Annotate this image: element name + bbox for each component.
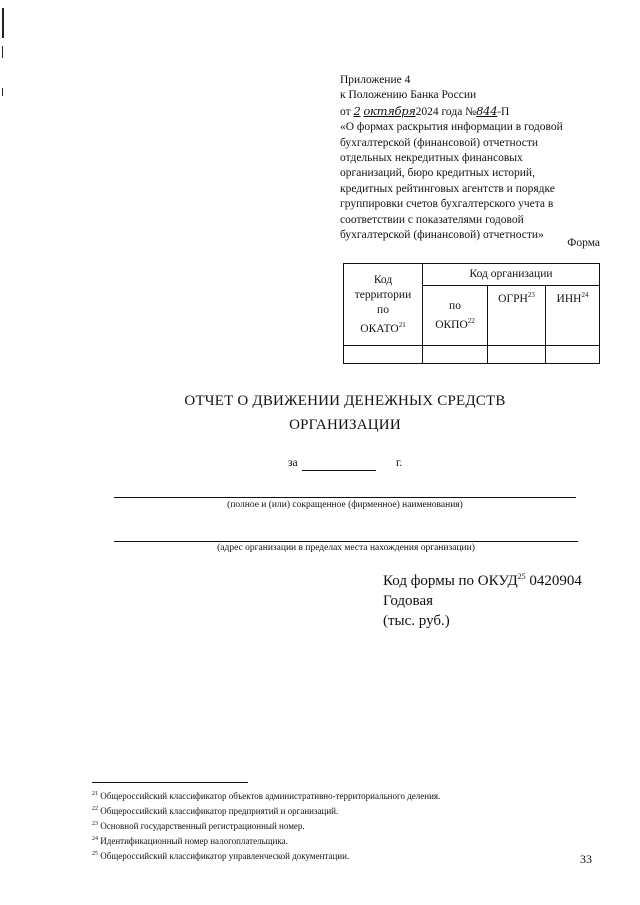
scan-margin-mark [2,88,3,96]
regulation-title-line: отдельных некредитных финансовых [340,152,523,165]
regulation-title-line: соответствии с показателями годовой [340,213,524,226]
appendix-number: Приложение 4 [340,74,411,86]
report-title-line1: ОТЧЕТ О ДВИЖЕНИИ ДЕНЕЖНЫХ СРЕДСТВ [184,393,506,409]
regulation-title-line: организаций, бюро кредитных историй, [340,167,535,180]
footnote-item: $^{21}$ Общероссийский классификатор объектов административно-территориального деления. [92,791,441,801]
inn-value-cell[interactable] [546,346,600,364]
regulation-title-line: бухгалтерской (финансовой) отчетности» [340,229,544,242]
inn-header: ИНН$^{24}$ [546,286,600,346]
handwritten-month: октября [363,103,416,118]
okud-block [383,567,582,631]
okpo-value-cell[interactable] [423,346,488,364]
organization-codes-table [343,263,600,364]
regulation-reference: к Положению Банка России [340,89,477,102]
ogrn-header: ОГРН$^{23}$ [488,286,546,346]
handwritten-number: 844 [476,103,498,118]
regulation-title-line: кредитных рейтинговых агентств и порядке [340,182,555,195]
organization-code-header: Код организации [423,264,600,286]
okato-header: Код территории по ОКАТО$^{21}$ [344,264,423,346]
footnote-item: $^{22}$ Общероссийский классификатор предприятий и организаций. [92,806,339,816]
page-number: 33 [580,852,592,866]
scan-margin-mark [2,8,4,38]
okato-value-cell[interactable] [344,346,423,364]
report-units: (тыс. руб.) [383,613,450,629]
ogrn-value-cell[interactable] [488,346,546,364]
organization-address-field[interactable] [114,541,578,542]
footnote-item: $^{23}$ Основной государственный регистрационный номер. [92,821,305,831]
footnote-separator [92,782,248,783]
organization-name-field[interactable] [114,497,576,498]
organization-address-caption: (адрес организации в пределах места нахождения организации) [217,543,475,553]
appendix-header [340,73,602,243]
report-title-line2: ОРГАНИЗАЦИИ [289,417,401,433]
okud-code-line: Код формы по ОКУД$^{25}$ 0420904 [383,572,582,589]
regulation-title-line: группировки счетов бухгалтерского учета в [340,198,554,211]
regulation-title-line: бухгалтерской (финансовой) отчетности [340,136,539,149]
report-periodicity: Годовая [383,593,433,609]
organization-name-caption: (полное и (или) сокращенное (фирменное) наименования) [227,500,463,510]
scan-margin-mark [2,46,3,58]
period-blank-field[interactable] [302,470,376,471]
form-label: Форма [567,237,600,249]
okpo-header: по ОКПО$^{22}$ [423,286,488,346]
regulation-title-line: «О формах раскрытия информации в годовой [340,121,563,134]
regulation-date-line: от 2 октября2024 года №844-П [340,103,510,118]
handwritten-day: 2 [353,103,361,118]
footnote-item: $^{25}$ Общероссийский классификатор управленческой документации. [92,851,350,861]
footnote-item: $^{24}$ Идентификационный номер налогоплательщика. [92,836,288,846]
footnotes [92,788,440,863]
